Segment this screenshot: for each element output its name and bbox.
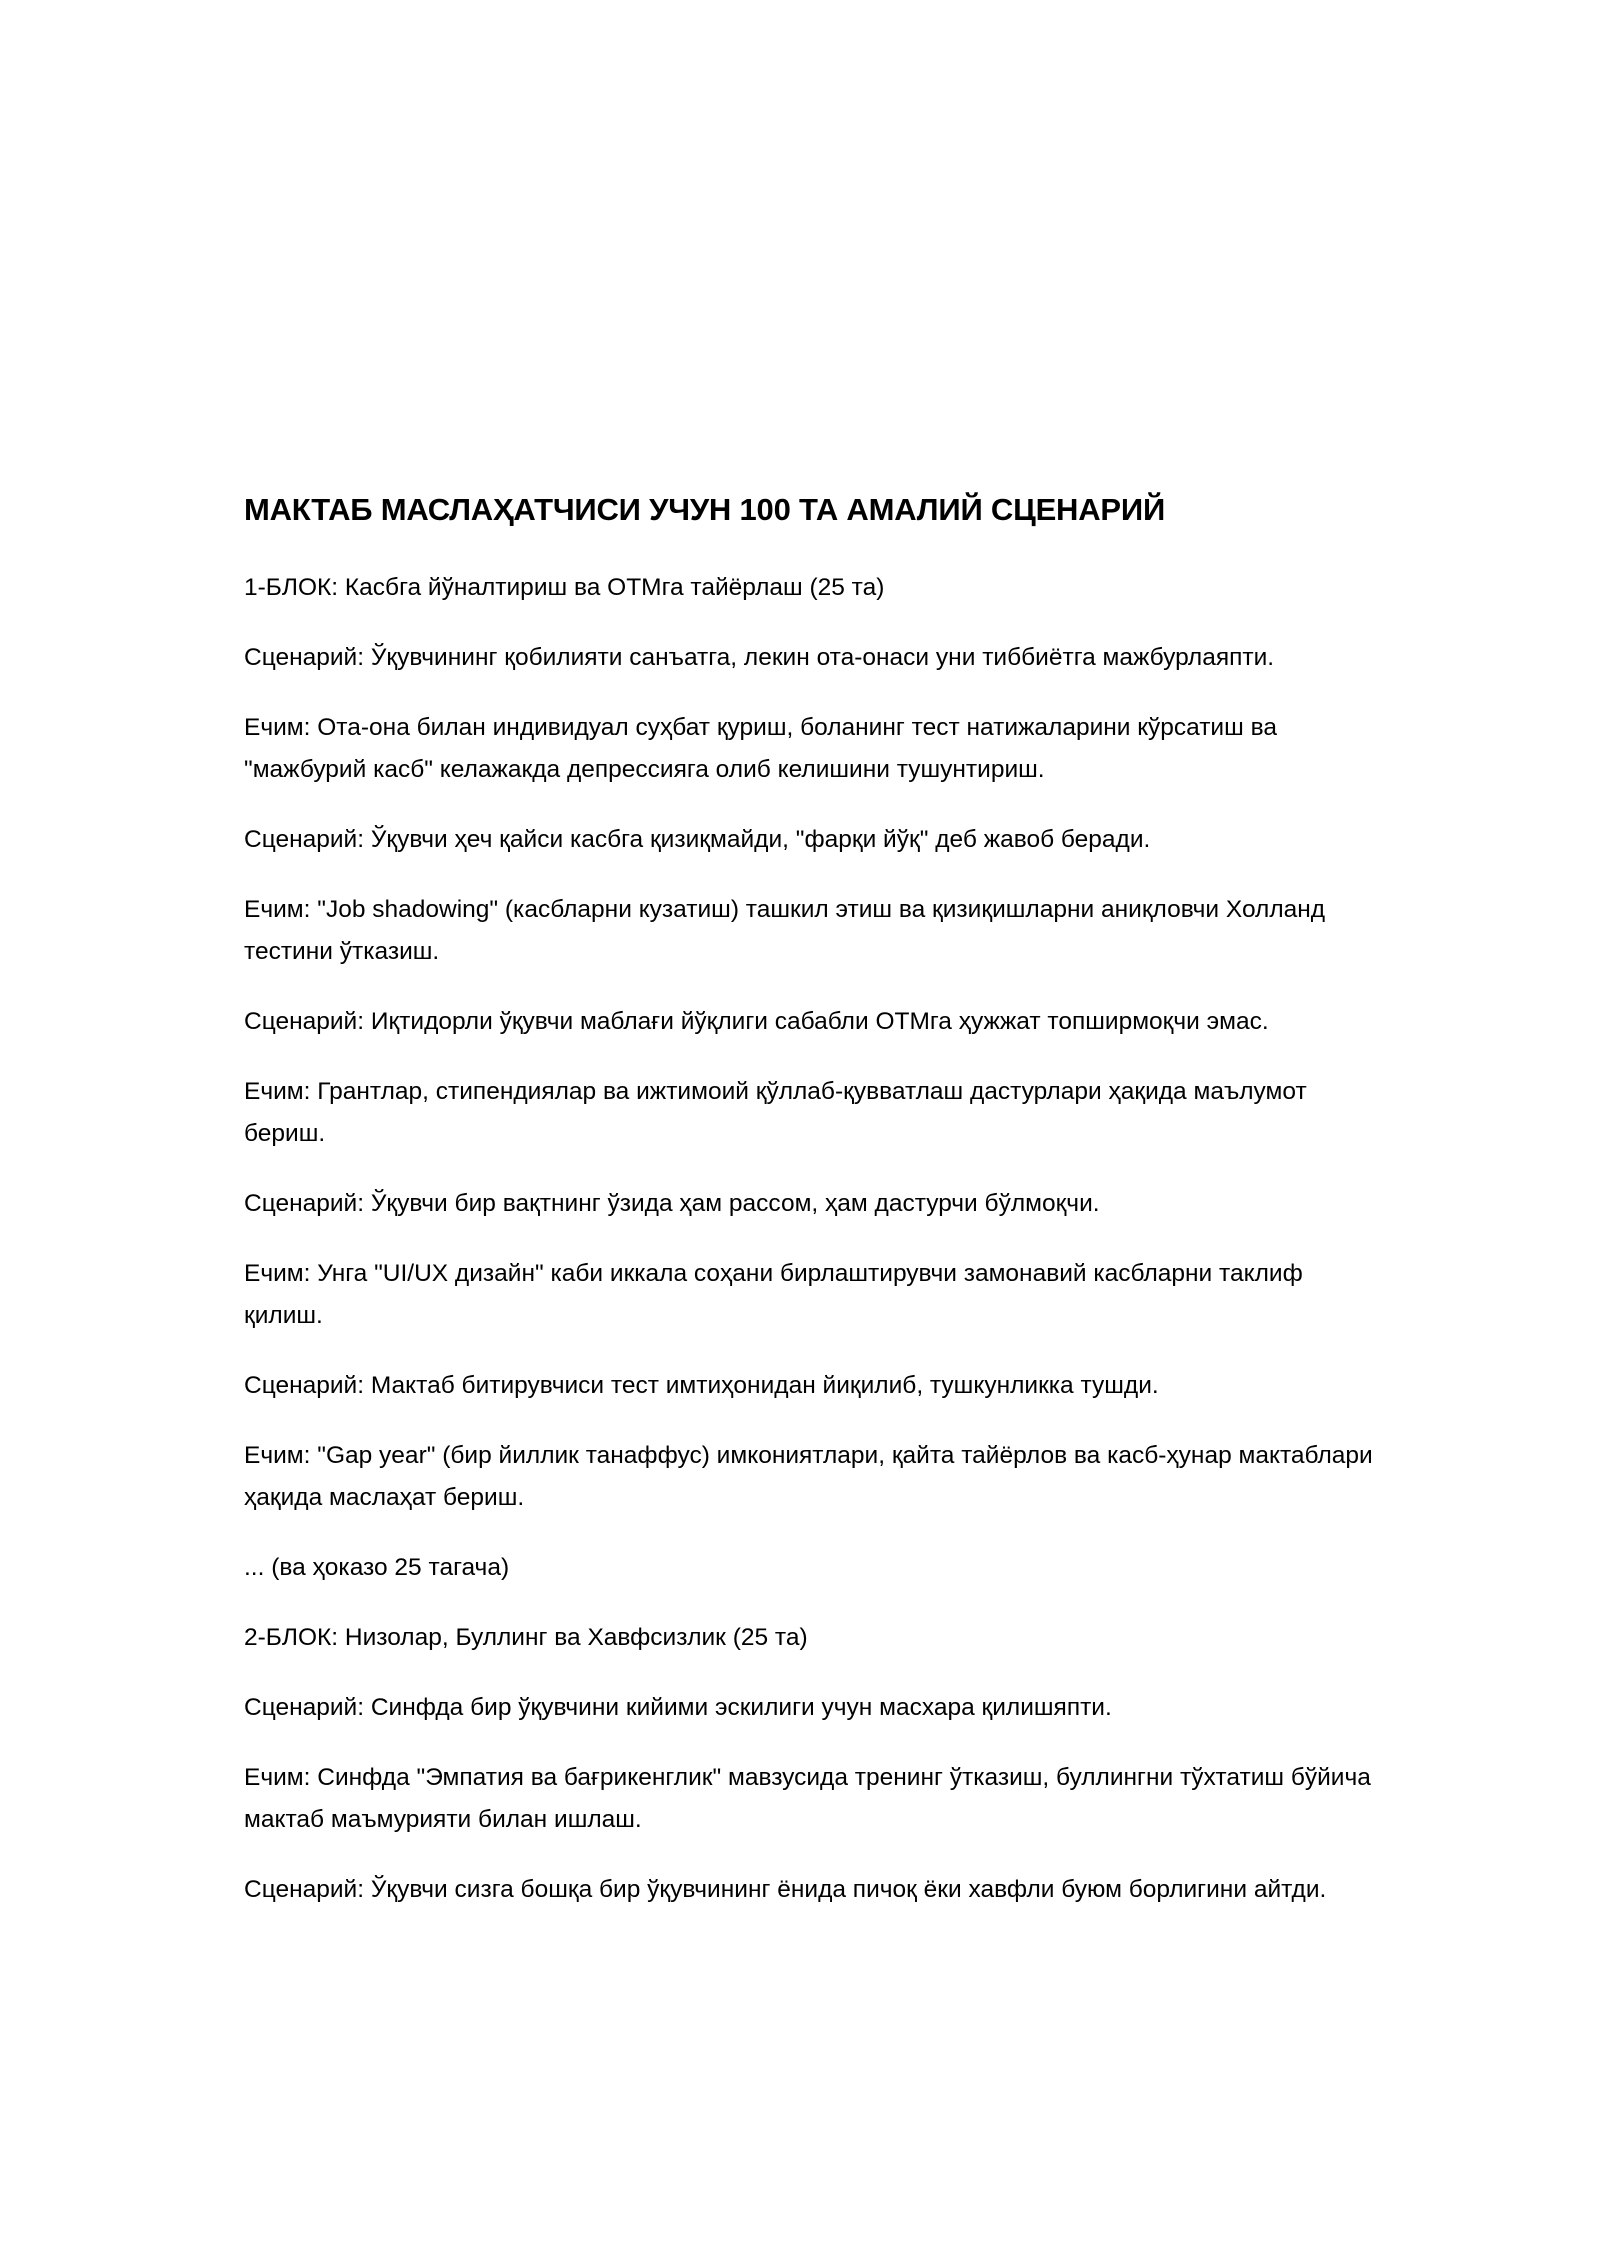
scenario-paragraph: Сценарий: Ўқувчи ҳеч қайси касбга қизиқмайди, "фарқи йўқ" деб жавоб беради. <box>244 826 1151 853</box>
solution-paragraph: Ечим: Ота-она билан индивидуал суҳбат қуриш, боланинг тест натижаларини кўрсатиш ва "мажбурий касб" келажакда депрессияга олиб келишини тушунтириш. <box>244 714 1277 783</box>
document-body <box>244 488 1374 1939</box>
continuation-note: ... (ва ҳоказо 25 тагача) <box>244 1554 510 1581</box>
solution-paragraph: Ечим: "Gap year" (бир йиллик танаффус) имкониятлари, қайта тайёрлов ва касб-ҳунар мактаблари ҳақида маслаҳат бериш. <box>244 1442 1373 1511</box>
scenario-paragraph: Сценарий: Ўқувчи сизга бошқа бир ўқувчининг ёнида пичоқ ёки хавфли буюм борлигини айтди. <box>244 1876 1327 1903</box>
scenario-paragraph: Сценарий: Иқтидорли ўқувчи маблағи йўқлиги сабабли ОТМга ҳужжат топширмоқчи эмас. <box>244 1008 1269 1035</box>
block-2-heading: 2-БЛОК: Низолар, Буллинг ва Хавфсизлик (25 та) <box>244 1624 808 1651</box>
scenario-paragraph: Сценарий: Ўқувчининг қобилияти санъатга, лекин ота-онаси уни тиббиётга мажбурлаяпти. <box>244 644 1275 671</box>
solution-paragraph: Ечим: Синфда "Эмпатия ва бағрикенглик" мавзусида тренинг ўтказиш, буллингни тўхтатиш бўйича мактаб маъмурияти билан ишлаш. <box>244 1764 1371 1833</box>
solution-paragraph: Ечим: Грантлар, стипендиялар ва ижтимоий қўллаб-қувватлаш дастурлари ҳақида маълумот бериш. <box>244 1078 1307 1147</box>
document-title: МАКТАБ МАСЛАҲАТЧИСИ УЧУН 100 ТА АМАЛИЙ СЦЕНАРИЙ <box>244 492 1166 527</box>
solution-paragraph: Ечим: Унга "UI/UX дизайн" каби иккала соҳани бирлаштирувчи замонавий касбларни таклиф қилиш. <box>244 1260 1303 1329</box>
scenario-paragraph: Сценарий: Мактаб битирувчиси тест имтиҳонидан йиқилиб, тушкунликка тушди. <box>244 1372 1159 1399</box>
scenario-paragraph: Сценарий: Ўқувчи бир вақтнинг ўзида ҳам рассом, ҳам дастурчи бўлмоқчи. <box>244 1190 1100 1217</box>
block-1-heading: 1-БЛОК: Касбга йўналтириш ва ОТМга тайёрлаш (25 та) <box>244 574 885 601</box>
solution-paragraph: Ечим: "Job shadowing" (касбларни кузатиш) ташкил этиш ва қизиқишларни аниқловчи Холланд тестини ўтказиш. <box>244 896 1326 965</box>
scenario-paragraph: Сценарий: Синфда бир ўқувчини кийими эскилиги учун масхара қилишяпти. <box>244 1694 1112 1721</box>
